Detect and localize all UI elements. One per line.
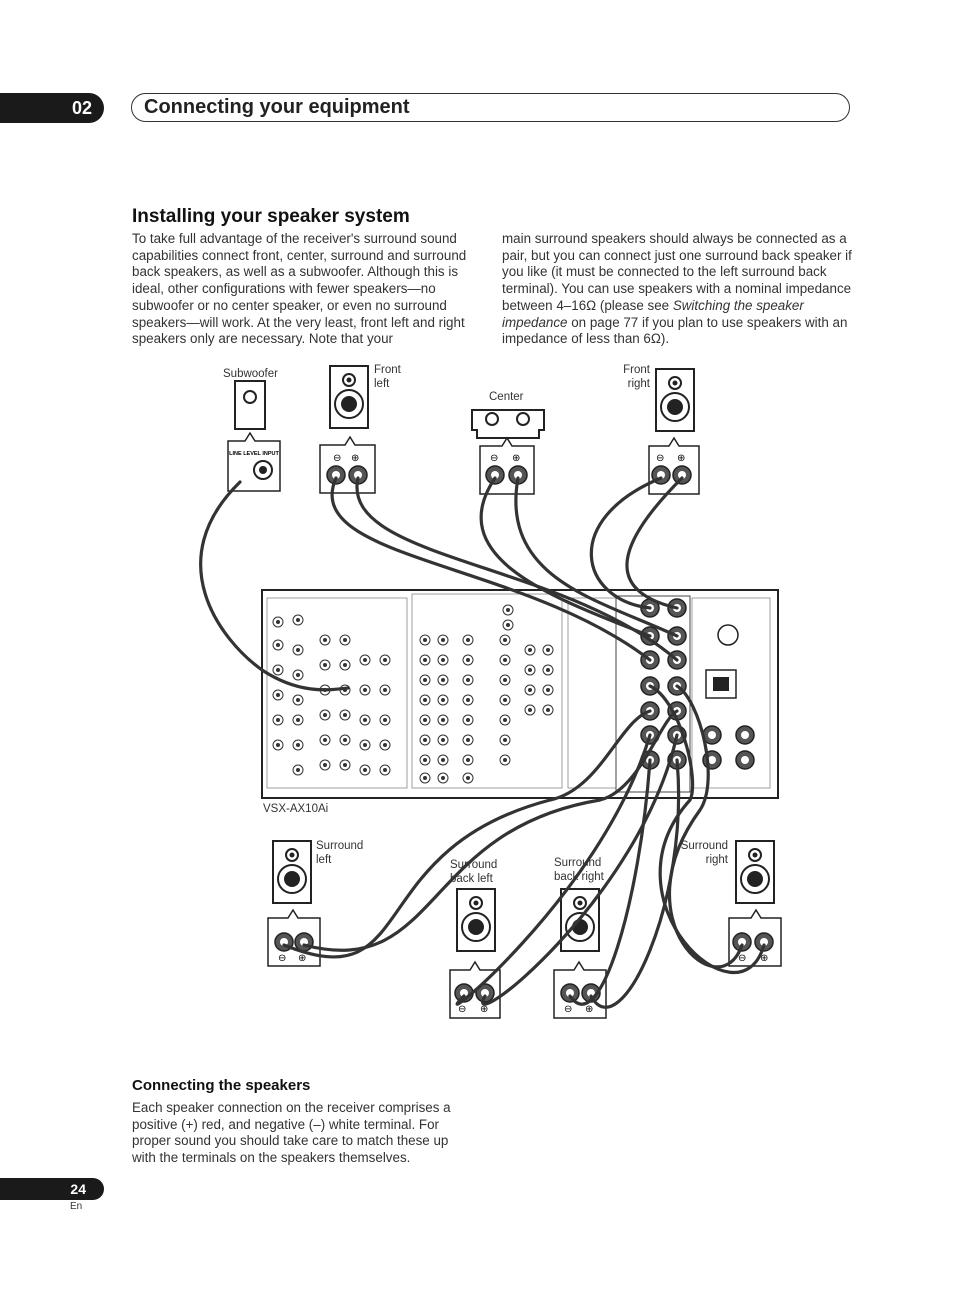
front-right-label-line1: Front <box>623 364 650 376</box>
svg-text:⊖: ⊖ <box>656 453 665 464</box>
center-speaker <box>472 410 544 494</box>
front-right-label <box>620 363 650 391</box>
intro-text-pre: main surround speakers should always be connected as a pair, but you can connect just one surround back speaker if you like (it must be connected to the left surround back terminal). You can use speakers with a nominal impedance between 4–16Ω (please see <box>502 231 852 313</box>
minus-icon: ⊖ <box>333 453 342 464</box>
language-code: En <box>70 1201 83 1212</box>
surround-back-left-label <box>450 858 497 886</box>
subwoofer-label: Subwoofer <box>223 368 278 380</box>
svg-text:⊖: ⊖ <box>564 1004 573 1015</box>
plus-icon: ⊕ <box>351 453 360 464</box>
front-left-label <box>374 363 401 391</box>
svg-text:⊕: ⊕ <box>585 1004 594 1015</box>
svg-text:⊕: ⊕ <box>760 953 769 964</box>
chapter-number-tab: 02 <box>0 93 104 123</box>
front-left-label-line1: Front <box>374 364 401 376</box>
subwoofer-unit <box>228 381 280 491</box>
svg-text:⊖: ⊖ <box>458 1004 467 1015</box>
front-left-label-line2: left <box>374 378 390 390</box>
surround-back-right-label <box>554 856 604 884</box>
connecting-speakers-body <box>132 1100 472 1167</box>
center-label: Center <box>489 391 524 403</box>
svg-text:⊕: ⊕ <box>512 453 521 464</box>
connecting-speakers-title: Connecting the speakers <box>132 1077 311 1094</box>
intro-link-italic: Switching the speaker impedance <box>502 297 804 330</box>
surround-back-right-speaker <box>554 889 606 1018</box>
surround-left-label-line2: left <box>316 854 332 866</box>
intro-paragraph-1: To take full advantage of the receiver's surround sound capabilities connect front, center, surround and surround back speakers, as well as a subwoofer. Although this is ideal, other configurations with fewer speakers—no subwoofer or no center speaker, or even no surround speakers—will work. At the very least, front left and right speakers only are necessary. Note that your <box>132 231 467 347</box>
svg-text:⊕: ⊕ <box>677 453 686 464</box>
front-left-speaker <box>320 366 375 493</box>
front-right-label-line2: right <box>627 378 650 390</box>
page-number-tab: 24 <box>0 1178 104 1200</box>
svg-text:⊕: ⊕ <box>480 1004 489 1015</box>
connecting-speakers-paragraph: Each speaker connection on the receiver comprises a positive (+) red, and negative (–) white terminal. For proper sound you should take care to match these up with the terminals on the speakers themselves. <box>132 1100 451 1166</box>
surround-left-label <box>316 839 363 867</box>
svg-text:⊖: ⊖ <box>490 453 499 464</box>
surround-back-left-label-line2: back left <box>450 873 493 885</box>
surround-left-label-line1: Surround <box>316 840 364 852</box>
surround-right-label-line2: right <box>705 854 728 866</box>
receiver-rear-panel <box>262 590 778 798</box>
surround-back-left-label-line1: Surround <box>450 859 498 871</box>
model-label: VSX-AX10Ai <box>263 803 329 815</box>
surround-right-speaker <box>729 841 781 966</box>
front-right-speaker <box>649 369 699 494</box>
surround-back-right-label-line1: Surround <box>554 857 602 869</box>
chapter-title: Connecting your equipment <box>131 93 850 122</box>
line-level-input-label: LINE LEVEL INPUT <box>229 451 279 457</box>
svg-text:⊖: ⊖ <box>738 953 747 964</box>
surround-back-left-speaker <box>450 889 500 1018</box>
svg-text:⊖: ⊖ <box>278 953 287 964</box>
section-title: Installing your speaker system <box>132 206 410 227</box>
surround-back-right-label-line2: back right <box>554 871 604 883</box>
svg-text:⊕: ⊕ <box>298 953 307 964</box>
intro-text-post: on page 77 if you plan to use speakers with an impedance of less than 6Ω). <box>502 314 848 347</box>
surround-right-label-line1: Surround <box>680 840 728 852</box>
surround-right-label <box>672 839 728 867</box>
